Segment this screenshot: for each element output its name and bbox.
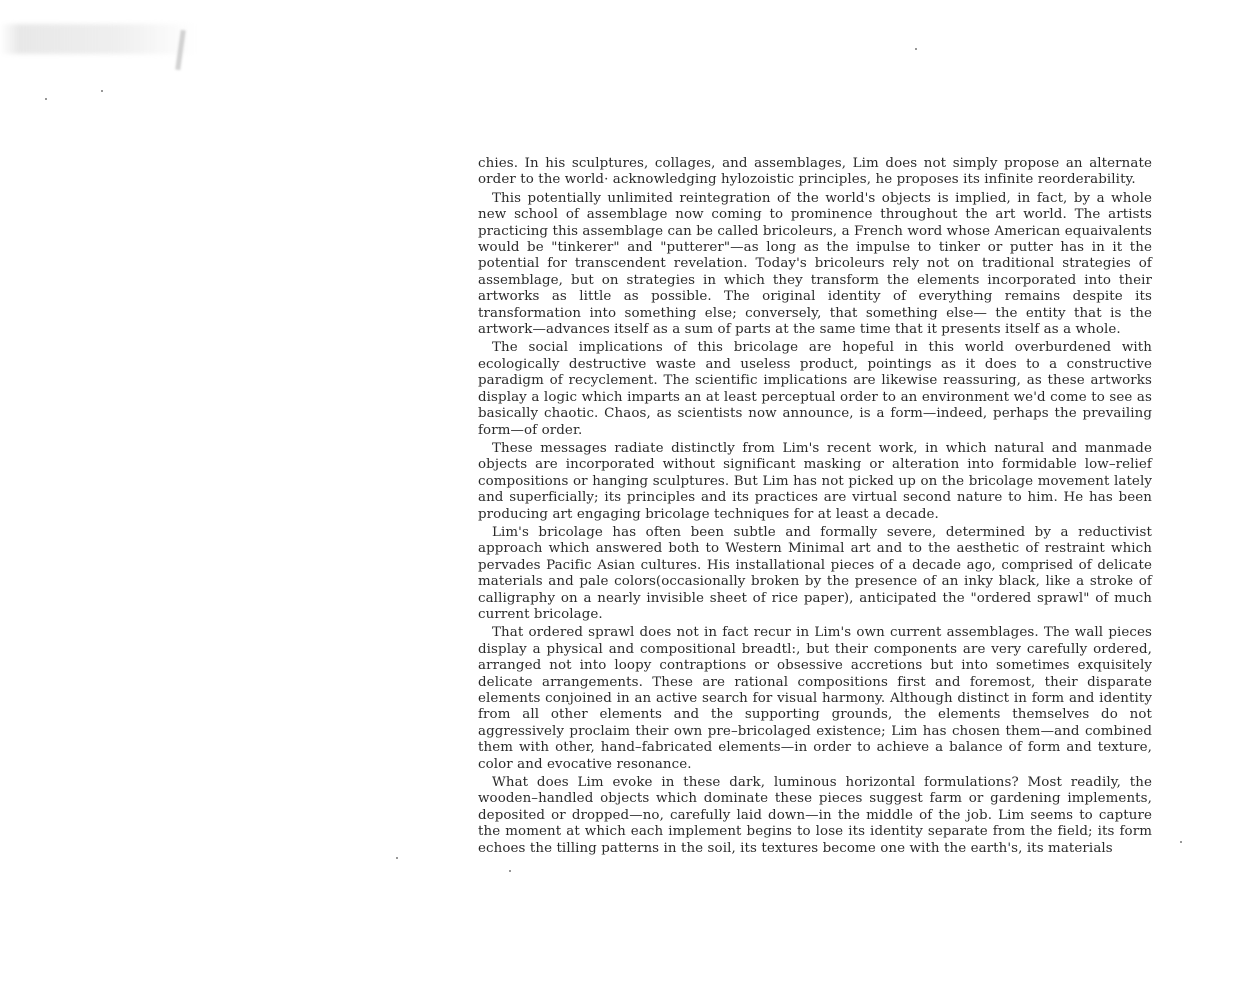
scan-speck <box>915 48 917 50</box>
paragraph: These messages radiate distinctly from Lim's recent work, in which natural and manmade objects are incorporated without significant masking or alteration into formidable low–relief compositions or hanging sculptures. But Lim has not picked up on the bricolage movement lately and superficially; its principles and its practices are virtual second nature to him. He has been producing art engaging bricolage techniques for at least a decade. <box>478 440 1152 522</box>
paragraph: The social implications of this bricolage are hopeful in this world overburdened with ecologically destructive waste and useless product, pointings as it does to a constructive paradigm of recyclement. The scientific implications are likewise reassuring, as these artworks display a logic which imparts an at least perceptual order to an environment we'd come to see as basically chaotic. Chaos, as scientists now announce, is a form—indeed, perhaps the prevailing form—of order. <box>478 340 1152 438</box>
paragraph: What does Lim evoke in these dark, luminous horizontal formulations? Most readily, the wooden–handled objects which dominate these pieces suggest farm or gardening implements, deposited or dropped—no, carefully laid down—in the middle of the job. Lim seems to capture the moment at which each implement begins to lose its identity separate from the field; its form echoes the tilling patterns in the soil, its textures become one with the earth's, its materials <box>478 775 1152 856</box>
scan-speck <box>396 857 398 859</box>
paragraph: That ordered sprawl does not in fact recur in Lim's own current assemblages. The wall pieces display a physical and compositional breadtl:, but their components are very carefully ordered, arranged not into loopy contraptions or obsessive accretions but into sometimes exquisitely delicate arrangements. These are rational compositions first and foremost, their disparate elements conjoined in an active search for visual harmony. Although distinct in form and identity from all other elements and the supporting grounds, the elements themselves do not aggressively proclaim their own pre–bricolaged existence; Lim has chosen them—and combined them with other, hand–fabricated elements—in order to achieve a balance of form and texture, color and evocative resonance. <box>478 625 1152 772</box>
paragraph: chies. In his sculptures, collages, and assemblages, Lim does not simply propose an alternate order to the world· acknowledging hylozoistic principles, he proposes its infinite reorderability. <box>478 156 1152 188</box>
document-body <box>478 156 1152 859</box>
scan-smudge <box>0 24 195 54</box>
paragraph: Lim's bricolage has often been subtle and formally severe, determined by a reductivist approach which answered both to Western Minimal art and to the aesthetic of restraint which pervades Pacific Asian cultures. His installational pieces of a decade ago, comprised of delicate materials and pale colors(occasionally broken by the presence of an inky black, like a stroke of calligraphy on a nearly invisible sheet of rice paper), anticipated the "ordered sprawl" of much current bricolage. <box>478 524 1152 622</box>
scan-speck <box>45 98 47 100</box>
scan-speck <box>101 90 103 92</box>
scan-speck <box>509 870 511 872</box>
paragraph: This potentially unlimited reintegration of the world's objects is implied, in fact, by a whole new school of assemblage now coming to prominence throughout the art world. The artists practicing this assemblage can be called bricoleurs, a French word whose American equaivalents would be "tinkerer" and "putterer"—as long as the impulse to tinker or putter has in it the potential for transcendent revelation. Today's bricoleurs rely not on traditional strategies of assemblage, but on strategies in which they transform the elements incorporated into their artworks as little as possible. The original identity of everything remains despite its transformation into something else; conversely, that something else— the entity that is the artwork—advances itself as a sum of parts at the same time that it presents itself as a whole. <box>478 190 1152 338</box>
scan-speck <box>1180 841 1182 843</box>
